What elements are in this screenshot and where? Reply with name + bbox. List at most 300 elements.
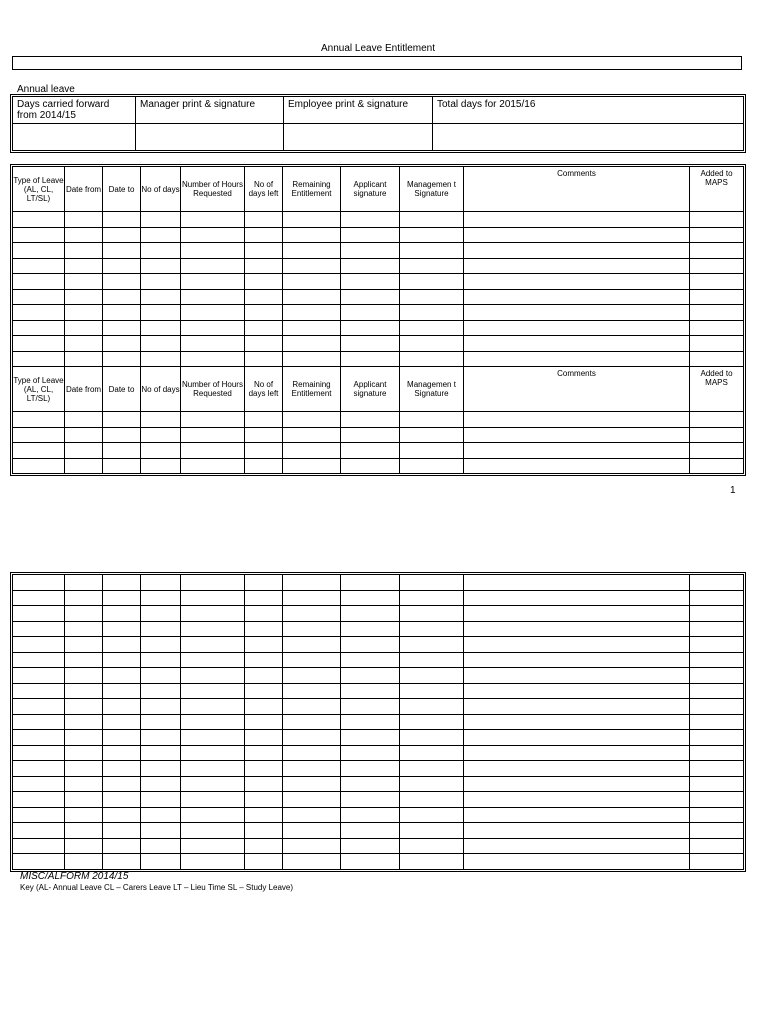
ledger-cell[interactable] bbox=[65, 258, 103, 274]
ledger-cell[interactable] bbox=[400, 258, 464, 274]
ledger-cell[interactable] bbox=[103, 730, 141, 746]
ledger-cell[interactable] bbox=[283, 575, 341, 591]
ledger-cell[interactable] bbox=[103, 320, 141, 336]
ledger-cell[interactable] bbox=[245, 575, 283, 591]
ledger-cell[interactable] bbox=[400, 289, 464, 305]
ledger-cell[interactable] bbox=[181, 792, 245, 808]
ledger-cell[interactable] bbox=[181, 714, 245, 730]
ledger-cell[interactable] bbox=[690, 668, 744, 684]
ledger-cell[interactable] bbox=[181, 823, 245, 839]
ledger-cell[interactable] bbox=[690, 212, 744, 228]
ledger-cell[interactable] bbox=[65, 606, 103, 622]
ledger-cell[interactable] bbox=[103, 683, 141, 699]
ledger-cell[interactable] bbox=[245, 730, 283, 746]
ledger-cell[interactable] bbox=[341, 668, 400, 684]
ledger-cell[interactable] bbox=[464, 745, 690, 761]
ledger-cell[interactable] bbox=[283, 854, 341, 870]
ledger-cell[interactable] bbox=[103, 745, 141, 761]
ledger-cell[interactable] bbox=[65, 351, 103, 367]
ledger-cell[interactable] bbox=[141, 807, 181, 823]
ledger-cell[interactable] bbox=[245, 854, 283, 870]
ledger-cell[interactable] bbox=[13, 427, 65, 443]
ledger-cell[interactable] bbox=[65, 305, 103, 321]
ledger-cell[interactable] bbox=[283, 412, 341, 428]
ledger-cell[interactable] bbox=[181, 412, 245, 428]
ledger-cell[interactable] bbox=[13, 305, 65, 321]
ledger-cell[interactable] bbox=[400, 243, 464, 259]
ledger-cell[interactable] bbox=[245, 320, 283, 336]
ledger-cell[interactable] bbox=[690, 336, 744, 352]
ledger-cell[interactable] bbox=[245, 823, 283, 839]
ledger-cell[interactable] bbox=[181, 621, 245, 637]
ledger-cell[interactable] bbox=[245, 683, 283, 699]
ledger-cell[interactable] bbox=[103, 838, 141, 854]
ledger-cell[interactable] bbox=[65, 776, 103, 792]
ledger-cell[interactable] bbox=[464, 621, 690, 637]
ledger-cell[interactable] bbox=[13, 606, 65, 622]
ledger-cell[interactable] bbox=[400, 652, 464, 668]
ledger-cell[interactable] bbox=[141, 776, 181, 792]
ledger-cell[interactable] bbox=[464, 699, 690, 715]
ledger-cell[interactable] bbox=[283, 227, 341, 243]
ledger-cell[interactable] bbox=[341, 699, 400, 715]
ledger-cell[interactable] bbox=[464, 637, 690, 653]
cell-employee-signature[interactable] bbox=[284, 124, 433, 151]
ledger-cell[interactable] bbox=[400, 305, 464, 321]
ledger-cell[interactable] bbox=[13, 274, 65, 290]
ledger-cell[interactable] bbox=[341, 458, 400, 474]
ledger-cell[interactable] bbox=[283, 807, 341, 823]
ledger-cell[interactable] bbox=[283, 823, 341, 839]
ledger-cell[interactable] bbox=[690, 274, 744, 290]
ledger-cell[interactable] bbox=[400, 274, 464, 290]
ledger-cell[interactable] bbox=[103, 652, 141, 668]
ledger-cell[interactable] bbox=[283, 792, 341, 808]
ledger-cell[interactable] bbox=[103, 668, 141, 684]
ledger-cell[interactable] bbox=[65, 683, 103, 699]
ledger-cell[interactable] bbox=[464, 838, 690, 854]
ledger-cell[interactable] bbox=[341, 427, 400, 443]
ledger-cell[interactable] bbox=[141, 621, 181, 637]
ledger-cell[interactable] bbox=[245, 637, 283, 653]
ledger-cell[interactable] bbox=[464, 668, 690, 684]
ledger-cell[interactable] bbox=[283, 776, 341, 792]
ledger-cell[interactable] bbox=[245, 792, 283, 808]
ledger-cell[interactable] bbox=[65, 443, 103, 459]
ledger-cell[interactable] bbox=[400, 212, 464, 228]
ledger-cell[interactable] bbox=[341, 745, 400, 761]
ledger-cell[interactable] bbox=[141, 590, 181, 606]
ledger-cell[interactable] bbox=[181, 243, 245, 259]
ledger-cell[interactable] bbox=[464, 427, 690, 443]
ledger-cell[interactable] bbox=[464, 792, 690, 808]
ledger-cell[interactable] bbox=[141, 289, 181, 305]
ledger-cell[interactable] bbox=[283, 838, 341, 854]
ledger-cell[interactable] bbox=[400, 575, 464, 591]
ledger-cell[interactable] bbox=[341, 606, 400, 622]
ledger-cell[interactable] bbox=[690, 652, 744, 668]
ledger-cell[interactable] bbox=[141, 212, 181, 228]
ledger-cell[interactable] bbox=[181, 289, 245, 305]
ledger-cell[interactable] bbox=[13, 652, 65, 668]
ledger-cell[interactable] bbox=[65, 761, 103, 777]
ledger-cell[interactable] bbox=[245, 427, 283, 443]
ledger-cell[interactable] bbox=[181, 336, 245, 352]
ledger-cell[interactable] bbox=[341, 838, 400, 854]
ledger-cell[interactable] bbox=[341, 621, 400, 637]
ledger-cell[interactable] bbox=[13, 575, 65, 591]
ledger-cell[interactable] bbox=[283, 761, 341, 777]
ledger-cell[interactable] bbox=[245, 621, 283, 637]
ledger-cell[interactable] bbox=[181, 606, 245, 622]
ledger-cell[interactable] bbox=[245, 336, 283, 352]
ledger-cell[interactable] bbox=[690, 443, 744, 459]
ledger-cell[interactable] bbox=[341, 652, 400, 668]
ledger-cell[interactable] bbox=[400, 807, 464, 823]
ledger-cell[interactable] bbox=[690, 823, 744, 839]
ledger-cell[interactable] bbox=[690, 427, 744, 443]
ledger-cell[interactable] bbox=[245, 258, 283, 274]
ledger-cell[interactable] bbox=[103, 258, 141, 274]
ledger-cell[interactable] bbox=[245, 807, 283, 823]
ledger-cell[interactable] bbox=[103, 351, 141, 367]
ledger-cell[interactable] bbox=[141, 575, 181, 591]
ledger-cell[interactable] bbox=[245, 776, 283, 792]
ledger-cell[interactable] bbox=[65, 458, 103, 474]
ledger-cell[interactable] bbox=[103, 761, 141, 777]
ledger-cell[interactable] bbox=[103, 699, 141, 715]
ledger-cell[interactable] bbox=[245, 212, 283, 228]
ledger-cell[interactable] bbox=[65, 320, 103, 336]
ledger-cell[interactable] bbox=[13, 699, 65, 715]
ledger-cell[interactable] bbox=[65, 274, 103, 290]
ledger-cell[interactable] bbox=[245, 652, 283, 668]
ledger-cell[interactable] bbox=[245, 761, 283, 777]
ledger-cell[interactable] bbox=[464, 412, 690, 428]
ledger-cell[interactable] bbox=[400, 730, 464, 746]
ledger-cell[interactable] bbox=[65, 730, 103, 746]
ledger-cell[interactable] bbox=[65, 807, 103, 823]
ledger-cell[interactable] bbox=[65, 427, 103, 443]
ledger-cell[interactable] bbox=[400, 776, 464, 792]
ledger-cell[interactable] bbox=[181, 320, 245, 336]
ledger-cell[interactable] bbox=[283, 243, 341, 259]
ledger-cell[interactable] bbox=[13, 730, 65, 746]
ledger-cell[interactable] bbox=[464, 227, 690, 243]
ledger-cell[interactable] bbox=[283, 443, 341, 459]
ledger-cell[interactable] bbox=[400, 745, 464, 761]
ledger-cell[interactable] bbox=[181, 305, 245, 321]
ledger-cell[interactable] bbox=[103, 212, 141, 228]
ledger-cell[interactable] bbox=[141, 668, 181, 684]
ledger-cell[interactable] bbox=[245, 838, 283, 854]
ledger-cell[interactable] bbox=[245, 243, 283, 259]
ledger-cell[interactable] bbox=[283, 668, 341, 684]
ledger-cell[interactable] bbox=[245, 699, 283, 715]
ledger-cell[interactable] bbox=[13, 838, 65, 854]
ledger-cell[interactable] bbox=[400, 668, 464, 684]
ledger-cell[interactable] bbox=[341, 683, 400, 699]
ledger-cell[interactable] bbox=[141, 730, 181, 746]
ledger-cell[interactable] bbox=[283, 606, 341, 622]
ledger-cell[interactable] bbox=[13, 823, 65, 839]
ledger-cell[interactable] bbox=[464, 575, 690, 591]
ledger-cell[interactable] bbox=[341, 714, 400, 730]
ledger-cell[interactable] bbox=[141, 683, 181, 699]
ledger-cell[interactable] bbox=[13, 320, 65, 336]
ledger-cell[interactable] bbox=[65, 699, 103, 715]
ledger-cell[interactable] bbox=[341, 351, 400, 367]
ledger-cell[interactable] bbox=[400, 854, 464, 870]
ledger-cell[interactable] bbox=[464, 458, 690, 474]
ledger-cell[interactable] bbox=[141, 458, 181, 474]
ledger-cell[interactable] bbox=[65, 714, 103, 730]
ledger-cell[interactable] bbox=[103, 274, 141, 290]
ledger-cell[interactable] bbox=[341, 258, 400, 274]
ledger-cell[interactable] bbox=[245, 458, 283, 474]
ledger-cell[interactable] bbox=[65, 652, 103, 668]
ledger-cell[interactable] bbox=[400, 714, 464, 730]
ledger-cell[interactable] bbox=[245, 305, 283, 321]
ledger-cell[interactable] bbox=[341, 637, 400, 653]
ledger-cell[interactable] bbox=[245, 443, 283, 459]
ledger-cell[interactable] bbox=[13, 807, 65, 823]
ledger-cell[interactable] bbox=[65, 336, 103, 352]
ledger-cell[interactable] bbox=[65, 412, 103, 428]
ledger-cell[interactable] bbox=[400, 320, 464, 336]
ledger-cell[interactable] bbox=[283, 427, 341, 443]
ledger-cell[interactable] bbox=[464, 606, 690, 622]
ledger-cell[interactable] bbox=[65, 590, 103, 606]
ledger-cell[interactable] bbox=[13, 351, 65, 367]
ledger-cell[interactable] bbox=[13, 854, 65, 870]
ledger-cell[interactable] bbox=[283, 730, 341, 746]
ledger-cell[interactable] bbox=[181, 637, 245, 653]
ledger-cell[interactable] bbox=[690, 458, 744, 474]
ledger-cell[interactable] bbox=[141, 243, 181, 259]
ledger-cell[interactable] bbox=[65, 668, 103, 684]
ledger-cell[interactable] bbox=[464, 683, 690, 699]
ledger-cell[interactable] bbox=[181, 351, 245, 367]
ledger-cell[interactable] bbox=[181, 761, 245, 777]
ledger-cell[interactable] bbox=[283, 336, 341, 352]
ledger-cell[interactable] bbox=[103, 606, 141, 622]
ledger-cell[interactable] bbox=[690, 730, 744, 746]
ledger-cell[interactable] bbox=[690, 854, 744, 870]
ledger-cell[interactable] bbox=[341, 412, 400, 428]
ledger-cell[interactable] bbox=[141, 792, 181, 808]
cell-days-carried[interactable] bbox=[13, 124, 136, 151]
ledger-cell[interactable] bbox=[690, 807, 744, 823]
ledger-cell[interactable] bbox=[181, 745, 245, 761]
ledger-cell[interactable] bbox=[283, 351, 341, 367]
ledger-cell[interactable] bbox=[103, 621, 141, 637]
ledger-cell[interactable] bbox=[13, 761, 65, 777]
ledger-cell[interactable] bbox=[141, 351, 181, 367]
ledger-cell[interactable] bbox=[690, 575, 744, 591]
ledger-cell[interactable] bbox=[690, 745, 744, 761]
ledger-cell[interactable] bbox=[690, 227, 744, 243]
ledger-cell[interactable] bbox=[464, 854, 690, 870]
ledger-cell[interactable] bbox=[283, 590, 341, 606]
ledger-cell[interactable] bbox=[400, 823, 464, 839]
ledger-cell[interactable] bbox=[341, 823, 400, 839]
ledger-cell[interactable] bbox=[400, 412, 464, 428]
ledger-cell[interactable] bbox=[464, 336, 690, 352]
ledger-cell[interactable] bbox=[141, 427, 181, 443]
ledger-cell[interactable] bbox=[400, 443, 464, 459]
ledger-cell[interactable] bbox=[141, 714, 181, 730]
ledger-cell[interactable] bbox=[103, 575, 141, 591]
ledger-cell[interactable] bbox=[690, 699, 744, 715]
ledger-cell[interactable] bbox=[103, 776, 141, 792]
ledger-cell[interactable] bbox=[341, 227, 400, 243]
ledger-cell[interactable] bbox=[283, 652, 341, 668]
ledger-cell[interactable] bbox=[283, 289, 341, 305]
ledger-cell[interactable] bbox=[245, 714, 283, 730]
ledger-cell[interactable] bbox=[464, 652, 690, 668]
ledger-cell[interactable] bbox=[181, 274, 245, 290]
ledger-cell[interactable] bbox=[13, 776, 65, 792]
cell-total-days[interactable] bbox=[433, 124, 744, 151]
ledger-cell[interactable] bbox=[400, 427, 464, 443]
ledger-cell[interactable] bbox=[65, 227, 103, 243]
ledger-cell[interactable] bbox=[464, 443, 690, 459]
ledger-cell[interactable] bbox=[103, 637, 141, 653]
ledger-cell[interactable] bbox=[181, 807, 245, 823]
ledger-cell[interactable] bbox=[103, 854, 141, 870]
ledger-cell[interactable] bbox=[690, 351, 744, 367]
ledger-cell[interactable] bbox=[283, 637, 341, 653]
ledger-cell[interactable] bbox=[65, 838, 103, 854]
ledger-cell[interactable] bbox=[341, 575, 400, 591]
ledger-cell[interactable] bbox=[283, 699, 341, 715]
ledger-cell[interactable] bbox=[464, 305, 690, 321]
ledger-cell[interactable] bbox=[464, 212, 690, 228]
ledger-cell[interactable] bbox=[341, 243, 400, 259]
ledger-cell[interactable] bbox=[13, 412, 65, 428]
ledger-cell[interactable] bbox=[690, 683, 744, 699]
ledger-cell[interactable] bbox=[341, 289, 400, 305]
ledger-cell[interactable] bbox=[464, 776, 690, 792]
ledger-cell[interactable] bbox=[464, 761, 690, 777]
ledger-cell[interactable] bbox=[181, 699, 245, 715]
ledger-cell[interactable] bbox=[141, 412, 181, 428]
ledger-cell[interactable] bbox=[690, 243, 744, 259]
ledger-cell[interactable] bbox=[103, 443, 141, 459]
ledger-cell[interactable] bbox=[283, 274, 341, 290]
ledger-cell[interactable] bbox=[103, 227, 141, 243]
ledger-cell[interactable] bbox=[103, 823, 141, 839]
ledger-cell[interactable] bbox=[400, 637, 464, 653]
ledger-cell[interactable] bbox=[283, 320, 341, 336]
ledger-cell[interactable] bbox=[400, 621, 464, 637]
ledger-cell[interactable] bbox=[245, 668, 283, 684]
ledger-cell[interactable] bbox=[690, 590, 744, 606]
ledger-cell[interactable] bbox=[13, 637, 65, 653]
ledger-cell[interactable] bbox=[341, 730, 400, 746]
ledger-cell[interactable] bbox=[103, 412, 141, 428]
ledger-cell[interactable] bbox=[141, 854, 181, 870]
ledger-cell[interactable] bbox=[103, 243, 141, 259]
ledger-cell[interactable] bbox=[181, 443, 245, 459]
ledger-cell[interactable] bbox=[65, 792, 103, 808]
ledger-cell[interactable] bbox=[181, 854, 245, 870]
ledger-cell[interactable] bbox=[103, 590, 141, 606]
ledger-cell[interactable] bbox=[181, 590, 245, 606]
ledger-cell[interactable] bbox=[283, 621, 341, 637]
ledger-cell[interactable] bbox=[13, 336, 65, 352]
ledger-cell[interactable] bbox=[65, 637, 103, 653]
ledger-cell[interactable] bbox=[141, 745, 181, 761]
ledger-cell[interactable] bbox=[181, 427, 245, 443]
ledger-cell[interactable] bbox=[65, 823, 103, 839]
ledger-cell[interactable] bbox=[13, 258, 65, 274]
ledger-cell[interactable] bbox=[245, 289, 283, 305]
ledger-cell[interactable] bbox=[141, 652, 181, 668]
ledger-cell[interactable] bbox=[181, 575, 245, 591]
ledger-cell[interactable] bbox=[464, 351, 690, 367]
ledger-cell[interactable] bbox=[103, 336, 141, 352]
ledger-cell[interactable] bbox=[464, 289, 690, 305]
ledger-cell[interactable] bbox=[400, 699, 464, 715]
ledger-cell[interactable] bbox=[141, 274, 181, 290]
ledger-cell[interactable] bbox=[464, 730, 690, 746]
ledger-cell[interactable] bbox=[13, 745, 65, 761]
ledger-cell[interactable] bbox=[690, 320, 744, 336]
ledger-cell[interactable] bbox=[13, 683, 65, 699]
ledger-cell[interactable] bbox=[400, 683, 464, 699]
ledger-cell[interactable] bbox=[341, 854, 400, 870]
ledger-cell[interactable] bbox=[103, 289, 141, 305]
ledger-cell[interactable] bbox=[690, 289, 744, 305]
ledger-cell[interactable] bbox=[103, 792, 141, 808]
ledger-cell[interactable] bbox=[341, 212, 400, 228]
ledger-cell[interactable] bbox=[283, 258, 341, 274]
ledger-cell[interactable] bbox=[13, 590, 65, 606]
ledger-cell[interactable] bbox=[245, 412, 283, 428]
ledger-cell[interactable] bbox=[283, 212, 341, 228]
ledger-cell[interactable] bbox=[245, 227, 283, 243]
ledger-cell[interactable] bbox=[13, 668, 65, 684]
ledger-cell[interactable] bbox=[65, 212, 103, 228]
name-field-box[interactable] bbox=[12, 56, 742, 70]
ledger-cell[interactable] bbox=[245, 745, 283, 761]
ledger-cell[interactable] bbox=[464, 823, 690, 839]
ledger-cell[interactable] bbox=[690, 621, 744, 637]
ledger-cell[interactable] bbox=[181, 458, 245, 474]
ledger-cell[interactable] bbox=[141, 336, 181, 352]
ledger-cell[interactable] bbox=[13, 227, 65, 243]
ledger-cell[interactable] bbox=[13, 714, 65, 730]
ledger-cell[interactable] bbox=[13, 212, 65, 228]
ledger-cell[interactable] bbox=[690, 606, 744, 622]
ledger-cell[interactable] bbox=[283, 714, 341, 730]
ledger-cell[interactable] bbox=[341, 320, 400, 336]
ledger-cell[interactable] bbox=[690, 714, 744, 730]
ledger-cell[interactable] bbox=[65, 621, 103, 637]
ledger-cell[interactable] bbox=[341, 305, 400, 321]
ledger-cell[interactable] bbox=[141, 637, 181, 653]
ledger-cell[interactable] bbox=[181, 838, 245, 854]
ledger-cell[interactable] bbox=[690, 776, 744, 792]
ledger-cell[interactable] bbox=[181, 776, 245, 792]
ledger-cell[interactable] bbox=[341, 807, 400, 823]
ledger-cell[interactable] bbox=[245, 274, 283, 290]
ledger-cell[interactable] bbox=[13, 621, 65, 637]
ledger-cell[interactable] bbox=[245, 606, 283, 622]
ledger-cell[interactable] bbox=[690, 637, 744, 653]
